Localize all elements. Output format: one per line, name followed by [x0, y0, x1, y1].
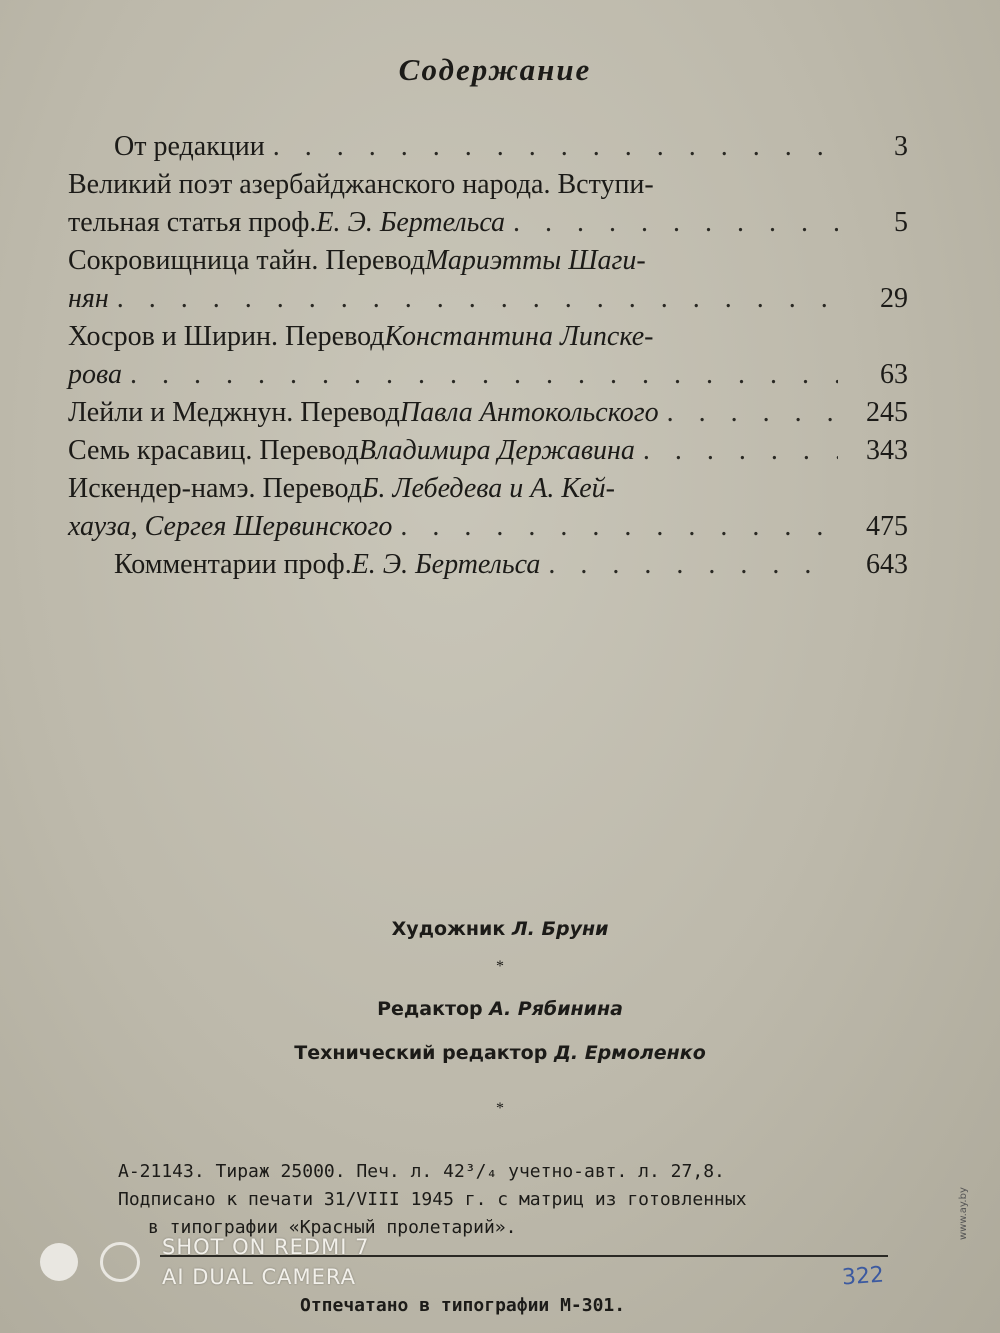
- toc-italic-text: рова: [68, 359, 122, 390]
- toc-page-number: 3: [894, 131, 908, 162]
- toc-italic-text: хауза, Сергея Шервинского: [68, 511, 393, 542]
- site-watermark: www.ay.by: [958, 1187, 969, 1240]
- toc-text: Лейли и Меджнун. Перевод: [68, 397, 400, 428]
- toc-page-number: 5: [894, 207, 908, 238]
- toc-italic-text: Б. Лебедева и А. Кей-: [362, 473, 615, 504]
- camera-watermark: [40, 1232, 369, 1292]
- toc-leader-dots: [400, 508, 838, 546]
- separator-star-2: *: [496, 1100, 504, 1117]
- toc-row: [68, 508, 908, 546]
- editor-credit: Редактор А. Рябинина: [377, 998, 623, 1020]
- toc-row: [68, 470, 908, 508]
- toc-page-number: 475: [866, 511, 908, 542]
- contents-title: Содержание: [398, 52, 592, 87]
- imprint-line-1: А-21143. Тираж 25000. Печ. л. 42³/₄ учетно-авт. л. 27,8.: [118, 1161, 725, 1182]
- watermark-dot-ring-icon: [100, 1242, 140, 1282]
- toc-row: [68, 318, 908, 356]
- imprint-line-3: в типографии «Красный пролетарий».: [148, 1217, 517, 1238]
- watermark-line-2: AI DUAL CAMERA: [162, 1265, 357, 1289]
- toc-row: [68, 128, 908, 166]
- toc-page-number: 245: [866, 397, 908, 428]
- toc-row: [68, 280, 908, 318]
- toc-text: Искендер-намэ. Перевод: [68, 473, 362, 504]
- toc-leader-dots: [117, 280, 838, 318]
- toc-row: [68, 356, 908, 394]
- table-of-contents: [68, 128, 908, 584]
- toc-italic-text: Е. Э. Бертельса: [316, 207, 506, 238]
- toc-page-number: 643: [866, 549, 908, 580]
- artist-credit: Художник Л. Бруни: [391, 918, 609, 940]
- toc-text: От редакции: [114, 131, 265, 162]
- toc-row: [68, 166, 908, 204]
- toc-row: [68, 432, 908, 470]
- toc-italic-text: Павла Антокольского: [399, 397, 659, 428]
- toc-leader-dots: [548, 546, 838, 584]
- toc-italic-text: Е. Э. Бертельса: [351, 549, 541, 580]
- toc-leader-dots: [273, 128, 838, 166]
- toc-row: [68, 242, 908, 280]
- watermark-line-1: SHOT ON REDMI 7: [162, 1235, 370, 1259]
- toc-page-number: 343: [866, 435, 908, 466]
- toc-italic-text: Владимира Державина: [358, 435, 635, 466]
- toc-leader-dots: [130, 356, 838, 394]
- toc-leader-dots: [513, 204, 838, 242]
- printed-at: Отпечатано в типографии М-301.: [300, 1295, 626, 1316]
- imprint-block: [118, 1158, 898, 1242]
- toc-text: Великий поэт азербайджанского народа. Вступи-: [68, 169, 654, 200]
- toc-row: [68, 394, 908, 432]
- toc-italic-text: Мариэтты Шаги-: [424, 245, 646, 276]
- toc-leader-dots: [667, 394, 838, 432]
- imprint-line-2: Подписано к печати 31/VIII 1945 г. с матриц из готовленных: [118, 1189, 747, 1210]
- handwritten-stamp: 322: [841, 1262, 885, 1291]
- tech-editor-credit: Технический редактор Д. Ермоленко: [294, 1042, 706, 1064]
- toc-text: Сокровищница тайн. Перевод: [68, 245, 425, 276]
- toc-text: Семь красавиц. Перевод: [68, 435, 359, 466]
- separator-star: *: [496, 958, 504, 975]
- toc-text: Хосров и Ширин. Перевод: [68, 321, 385, 352]
- toc-italic-text: Константина Липске-: [384, 321, 654, 352]
- toc-page-number: 29: [880, 283, 908, 314]
- toc-leader-dots: [643, 432, 838, 470]
- toc-text: Комментарии проф.: [114, 549, 352, 580]
- toc-page-number: 63: [880, 359, 908, 390]
- toc-row: [68, 546, 908, 584]
- watermark-dot-filled-icon: [40, 1243, 78, 1281]
- toc-row: [68, 204, 908, 242]
- toc-text: тельная статья проф.: [68, 207, 317, 238]
- toc-italic-text: нян: [68, 283, 109, 314]
